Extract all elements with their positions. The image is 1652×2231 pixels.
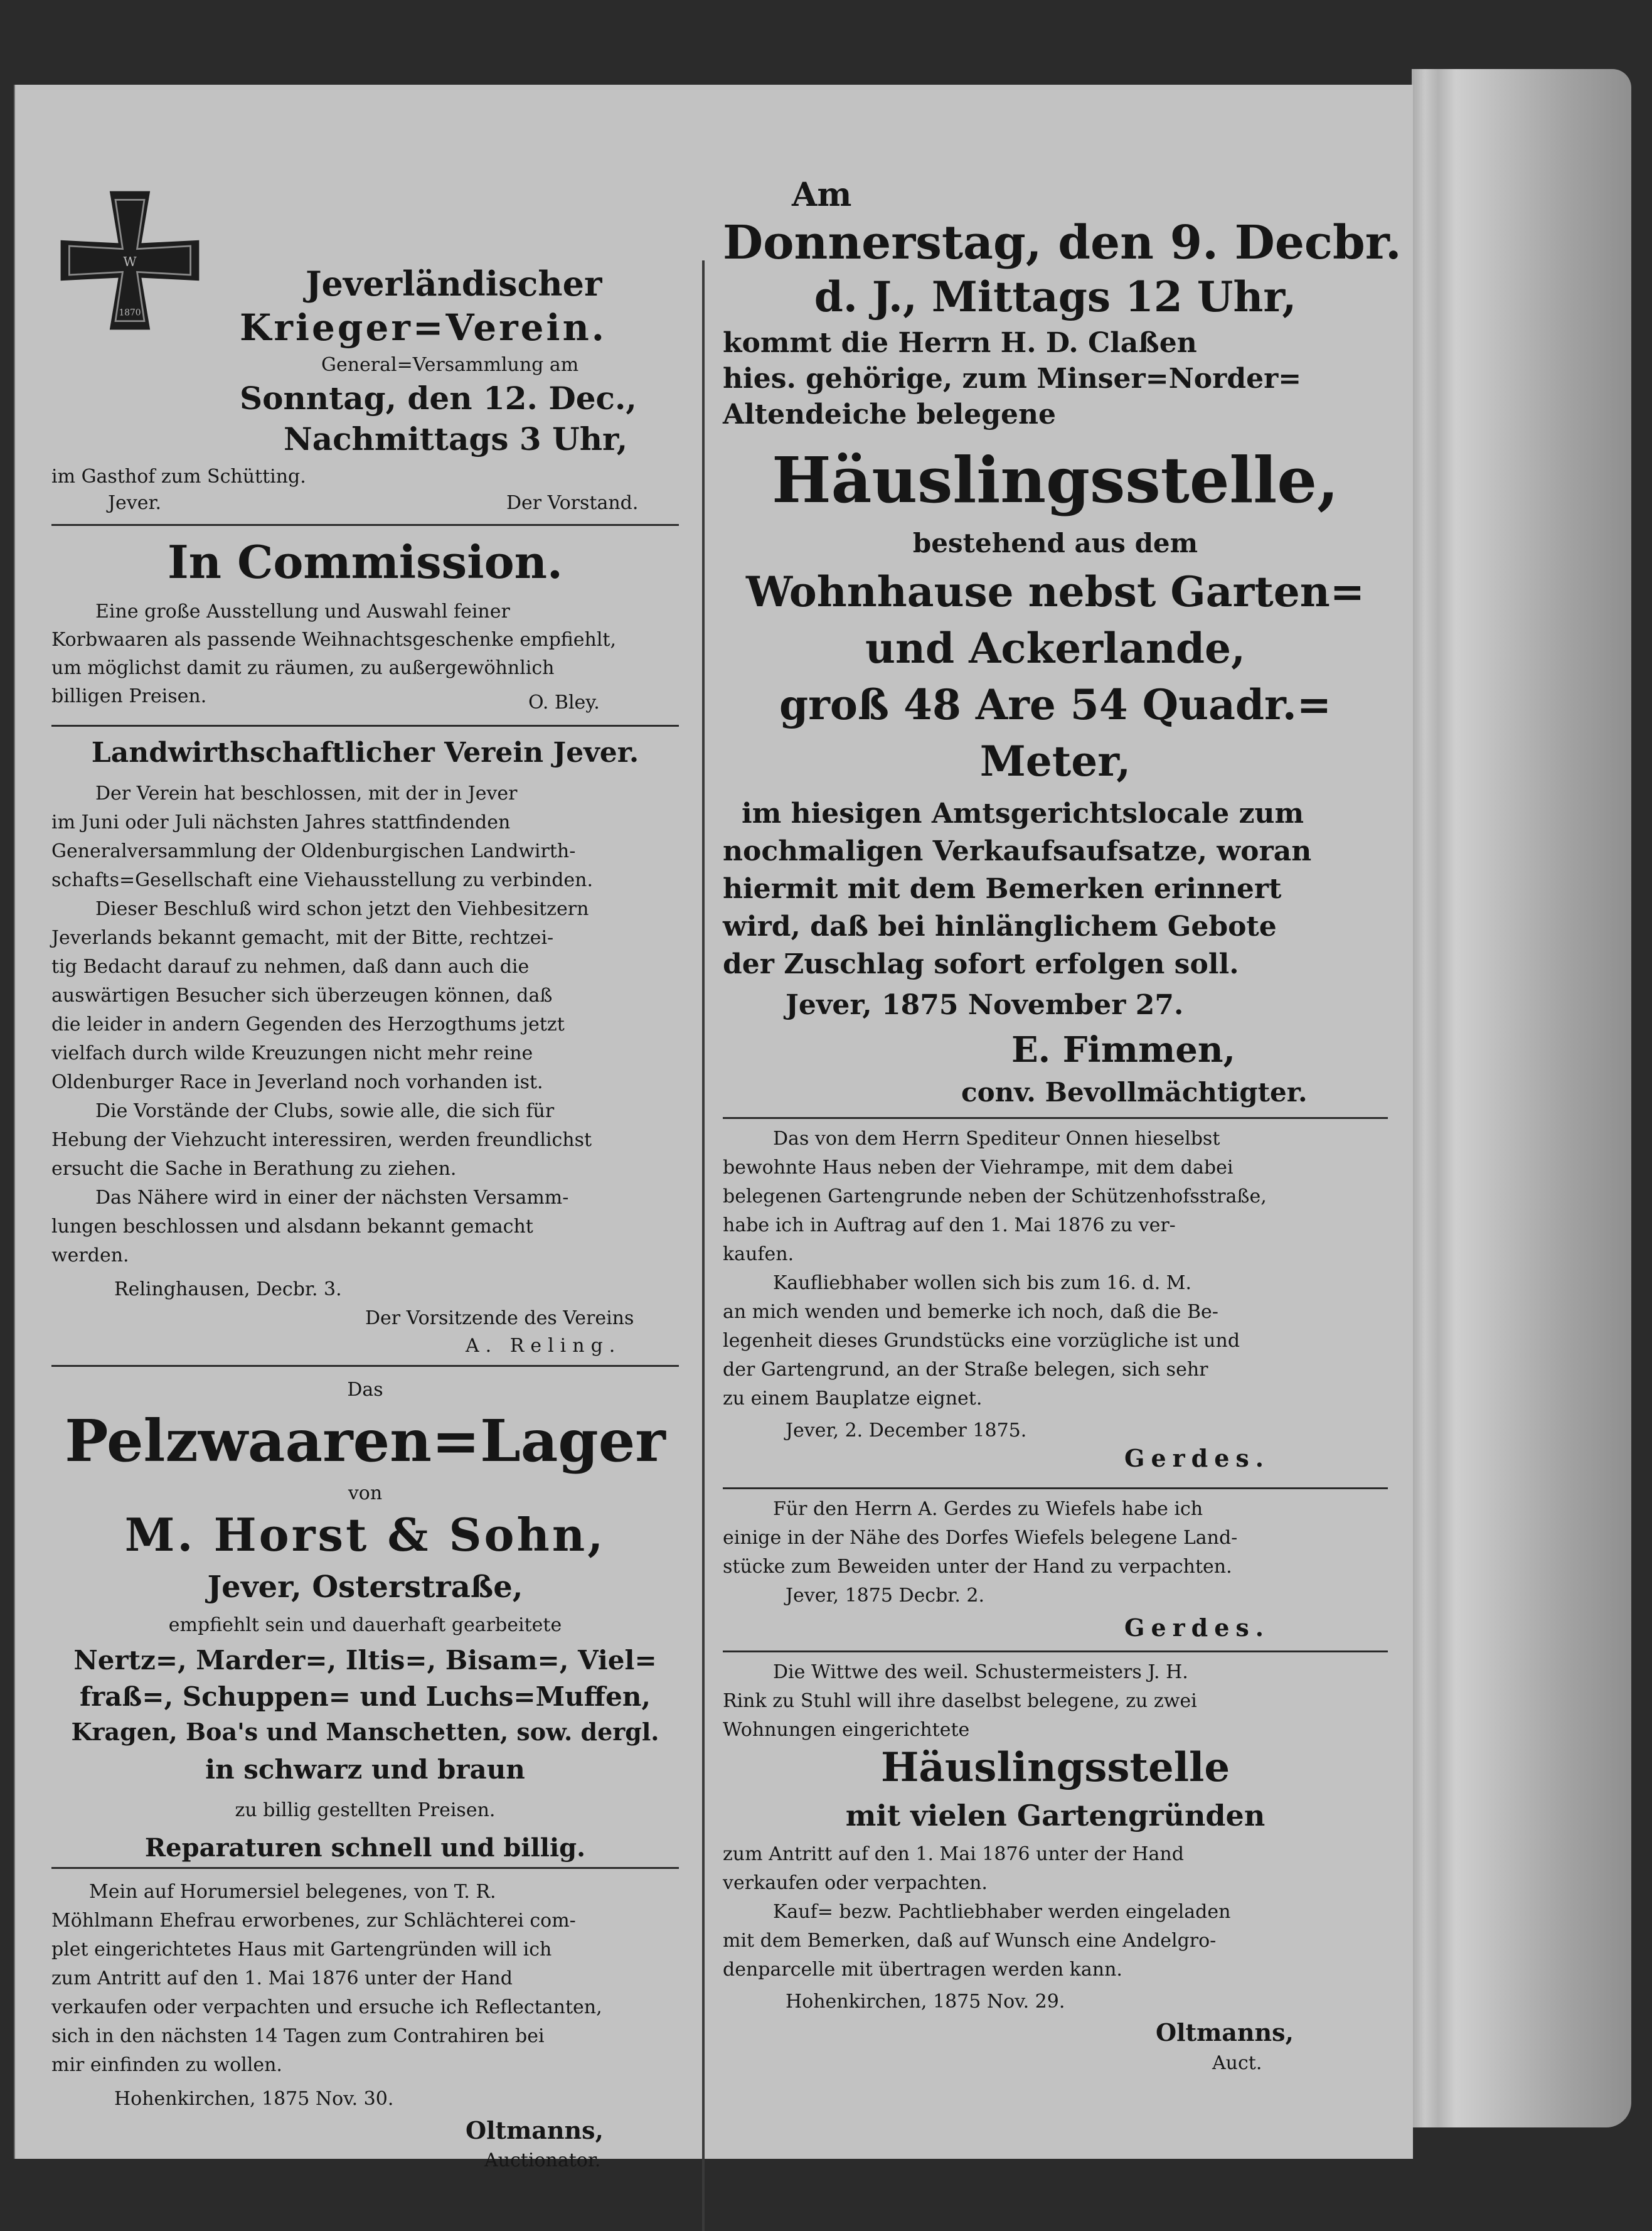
- landwirth-line-6: Jeverlands bekannt gemacht, mit der Bitte, rechtzei-: [51, 927, 554, 949]
- rink-place: Hohenkirchen, 1875 Nov. 29.: [786, 1991, 1065, 2013]
- krieger-title-2: Krieger=Verein.: [240, 306, 607, 349]
- pelz-item-4: in schwarz und braun: [205, 1754, 525, 1785]
- horum-line-2: Möhlmann Ehefrau erworbenes, zur Schlächterei com-: [51, 1910, 576, 1932]
- auction-body-5: der Zuschlag sofort erfolgen soll.: [723, 948, 1239, 980]
- rule-3: [51, 1365, 679, 1367]
- landwirth-line-10: vielfach durch wilde Kreuzungen nicht mehr reine: [51, 1042, 533, 1064]
- onnen-line-5: kaufen.: [723, 1243, 794, 1265]
- rink-body-3: Kauf= bezw. Pachtliebhaber werden eingeladen: [773, 1901, 1231, 1923]
- pelz-firm: M. Horst & Sohn,: [124, 1508, 606, 1561]
- rule-r1: [723, 1117, 1388, 1119]
- wiefels-line-1: Für den Herrn A. Gerdes zu Wiefels habe ich: [773, 1498, 1203, 1520]
- landwirth-line-2: im Juni oder Juli nächsten Jahres stattfindenden: [51, 811, 511, 833]
- auction-desc-2: und Ackerlande,: [865, 624, 1245, 673]
- horum-line-7: mir einfinden zu wollen.: [51, 2054, 282, 2076]
- rule-r3: [723, 1651, 1388, 1652]
- pelz-address: Jever, Osterstraße,: [207, 1570, 523, 1605]
- landwirth-line-17: werden.: [51, 1244, 129, 1266]
- auction-sign-2: conv. Bevollmächtigter.: [961, 1077, 1308, 1108]
- landwirth-sign-2: A. Reling.: [466, 1335, 622, 1357]
- wiefels-sign: Gerdes.: [1124, 1613, 1271, 1642]
- wiefels-place: Jever, 1875 Decbr. 2.: [786, 1585, 985, 1607]
- pelz-line-2: zu billig gestellten Preisen.: [235, 1799, 496, 1821]
- commission-line-3: um möglichst damit zu räumen, zu außergewöhnlich: [51, 657, 555, 679]
- horum-line-3: plet eingerichtetes Haus mit Gartengründen will ich: [51, 1939, 552, 1961]
- horum-line-6: sich in den nächsten 14 Tagen zum Contrahiren bei: [51, 2025, 545, 2047]
- landwirth-line-3: Generalversammlung der Oldenburgischen Landwirth-: [51, 840, 576, 862]
- commission-title: In Commission.: [168, 535, 563, 589]
- landwirth-line-4: schafts=Gesellschaft eine Viehausstellung zu verbinden.: [51, 869, 594, 891]
- rink-body-2: verkaufen oder verpachten.: [723, 1872, 988, 1894]
- krieger-place: Jever.: [108, 492, 162, 514]
- rink-title: Häuslingsstelle: [880, 1744, 1230, 1791]
- rink-body-5: denparcelle mit übertragen werden kann.: [723, 1959, 1122, 1981]
- auction-desc-3: groß 48 Are 54 Quadr.=: [779, 680, 1332, 729]
- krieger-line-4: im Gasthof zum Schütting.: [51, 466, 306, 488]
- auction-place: Jever, 1875 November 27.: [786, 989, 1184, 1021]
- landwirth-line-16: lungen beschlossen und alsdann bekannt gemacht: [51, 1216, 533, 1238]
- onnen-line-4: habe ich in Auftrag auf den 1. Mai 1876 zu ver-: [723, 1214, 1176, 1236]
- landwirth-line-1: Der Verein hat beschlossen, mit der in Jever: [95, 783, 518, 805]
- wiefels-line-3: stücke zum Beweiden unter der Hand zu verpachten.: [723, 1556, 1232, 1578]
- landwirth-place: Relinghausen, Decbr. 3.: [114, 1278, 342, 1300]
- rink-sub: mit vielen Gartengründen: [845, 1799, 1266, 1832]
- onnen-line-1: Das von dem Herrn Spediteur Onnen hieselbst: [773, 1128, 1220, 1150]
- rule-2: [51, 725, 679, 727]
- pelz-line-3: Reparaturen schnell und billig.: [144, 1833, 586, 1863]
- landwirth-line-5: Dieser Beschluß wird schon jetzt den Viehbesitzern: [95, 898, 589, 920]
- pelz-item-2: fraß=, Schuppen= und Luchs=Muffen,: [80, 1681, 651, 1712]
- landwirth-line-14: ersucht die Sache in Berathung zu ziehen.: [51, 1158, 457, 1180]
- onnen-line-8: legenheit dieses Grundstücks eine vorzügliche ist und: [723, 1330, 1240, 1352]
- auction-body-4: wird, daß bei hinlänglichem Gebote: [723, 911, 1277, 943]
- horum-line-4: zum Antritt auf den 1. Mai 1876 unter der Hand: [51, 1967, 513, 1989]
- auction-body-2: nochmaligen Verkaufsaufsatze, woran: [723, 835, 1312, 867]
- auction-line-3: Altendeiche belegene: [723, 399, 1056, 431]
- cross-letter: W: [123, 254, 137, 270]
- commission-line-4: billigen Preisen.: [51, 685, 207, 707]
- pelz-line-1: empfiehlt sein und dauerhaft gearbeitete: [168, 1614, 562, 1636]
- onnen-line-9: der Gartengrund, an der Straße belegen, sich sehr: [723, 1359, 1208, 1381]
- rink-line-3: Wohnungen eingerichtete: [723, 1719, 970, 1741]
- landwirth-line-12: Die Vorstände der Clubs, sowie alle, die sich für: [95, 1100, 555, 1122]
- onnen-line-2: bewohnte Haus neben der Viehrampe, mit dem dabei: [723, 1157, 1234, 1179]
- horum-line-1: Mein auf Horumersiel belegenes, von T. R.: [89, 1881, 496, 1903]
- cross-year: 1870: [119, 308, 141, 318]
- rink-sign-1: Oltmanns,: [1156, 2018, 1294, 2046]
- landwirth-sign-1: Der Vorsitzende des Vereins: [365, 1307, 634, 1329]
- rule-r2: [723, 1487, 1388, 1489]
- pelz-item-3: Kragen, Boa's und Manschetten, sow. dergl.: [71, 1718, 659, 1746]
- rule-1: [51, 524, 679, 526]
- pelz-das: Das: [347, 1379, 383, 1401]
- auction-date: Donnerstag, den 9. Decbr.: [723, 216, 1402, 270]
- auction-time: d. J., Mittags 12 Uhr,: [814, 272, 1297, 321]
- auction-desc-4: Meter,: [979, 737, 1131, 786]
- horum-place: Hohenkirchen, 1875 Nov. 30.: [114, 2088, 394, 2110]
- rule-4: [51, 1867, 679, 1869]
- horum-sign-1: Oltmanns,: [466, 2116, 604, 2144]
- onnen-line-3: belegenen Gartengrunde neben der Schützenhofsstraße,: [723, 1185, 1267, 1207]
- onnen-line-7: an mich wenden und bemerke ich noch, daß die Be-: [723, 1301, 1218, 1323]
- landwirth-line-7: tig Bedacht darauf zu nehmen, daß dann auch die: [51, 956, 530, 978]
- landwirth-line-8: auswärtigen Besucher sich überzeugen können, daß: [51, 985, 553, 1007]
- rink-line-2: Rink zu Stuhl will ihre daselbst belegene, zu zwei: [723, 1690, 1197, 1712]
- page-edge-stack: [1412, 69, 1631, 2127]
- auction-sub: bestehend aus dem: [912, 528, 1198, 559]
- onnen-line-6: Kaufliebhaber wollen sich bis zum 16. d. M.: [773, 1272, 1192, 1294]
- commission-line-1: Eine große Ausstellung und Auswahl feiner: [95, 601, 510, 623]
- onnen-line-10: zu einem Bauplatze eignet.: [723, 1388, 983, 1410]
- wiefels-line-2: einige in der Nähe des Dorfes Wiefels belegene Land-: [723, 1527, 1238, 1549]
- auction-sign-1: E. Fimmen,: [1011, 1029, 1236, 1071]
- iron-cross-icon: [58, 188, 202, 333]
- rink-line-1: Die Wittwe des weil. Schustermeisters J. H.: [773, 1661, 1188, 1683]
- onnen-place: Jever, 2. December 1875.: [786, 1420, 1027, 1442]
- landwirth-title: Landwirthschaftlicher Verein Jever.: [91, 737, 639, 769]
- column-divider: [702, 260, 705, 2231]
- pelz-item-1: Nertz=, Marder=, Iltis=, Bisam=, Viel=: [73, 1645, 657, 1676]
- auction-body-3: hiermit mit dem Bemerken erinnert: [723, 873, 1282, 905]
- commission-sign: O. Bley.: [528, 692, 600, 714]
- auction-line-1: kommt die Herrn H. D. Claßen: [723, 327, 1197, 359]
- landwirth-line-13: Hebung der Viehzucht interessiren, werden freundlichst: [51, 1129, 592, 1151]
- auction-title: Häuslingsstelle,: [772, 443, 1339, 517]
- auction-line-2: hies. gehörige, zum Minser=Norder=: [723, 363, 1302, 395]
- rink-body-1: zum Antritt auf den 1. Mai 1876 unter der Hand: [723, 1843, 1184, 1865]
- commission-line-2: Korbwaaren als passende Weihnachtsgeschenke empfiehlt,: [51, 629, 617, 651]
- rink-body-4: mit dem Bemerken, daß auf Wunsch eine Andelgro-: [723, 1930, 1217, 1952]
- onnen-sign: Gerdes.: [1124, 1444, 1271, 1472]
- landwirth-line-11: Oldenburger Race in Jeverland noch vorhanden ist.: [51, 1071, 543, 1093]
- pelz-title: Pelzwaaren=Lager: [65, 1407, 666, 1475]
- auction-desc-1: Wohnhause nebst Garten=: [745, 567, 1365, 616]
- auction-am: Am: [792, 176, 852, 214]
- krieger-line-2: Sonntag, den 12. Dec.,: [240, 380, 637, 417]
- horum-line-5: verkaufen oder verpachten und ersuche ich Reflectanten,: [51, 1996, 602, 2018]
- auction-body-1: im hiesigen Amtsgerichtslocale zum: [742, 798, 1304, 830]
- krieger-sign: Der Vorstand.: [506, 492, 639, 514]
- horum-sign-2: Auctionator.: [484, 2149, 601, 2171]
- pelz-von: von: [348, 1482, 383, 1504]
- landwirth-line-15: Das Nähere wird in einer der nächsten Versamm-: [95, 1187, 569, 1209]
- newspaper-page: [14, 85, 1413, 2171]
- krieger-line-1: General=Versammlung am: [321, 354, 579, 376]
- krieger-title-1: Jeverländischer: [306, 264, 602, 304]
- rink-sign-2: Auct.: [1212, 2052, 1262, 2074]
- krieger-line-3: Nachmittags 3 Uhr,: [284, 420, 628, 457]
- landwirth-line-9: die leider in andern Gegenden des Herzogthums jetzt: [51, 1014, 565, 1035]
